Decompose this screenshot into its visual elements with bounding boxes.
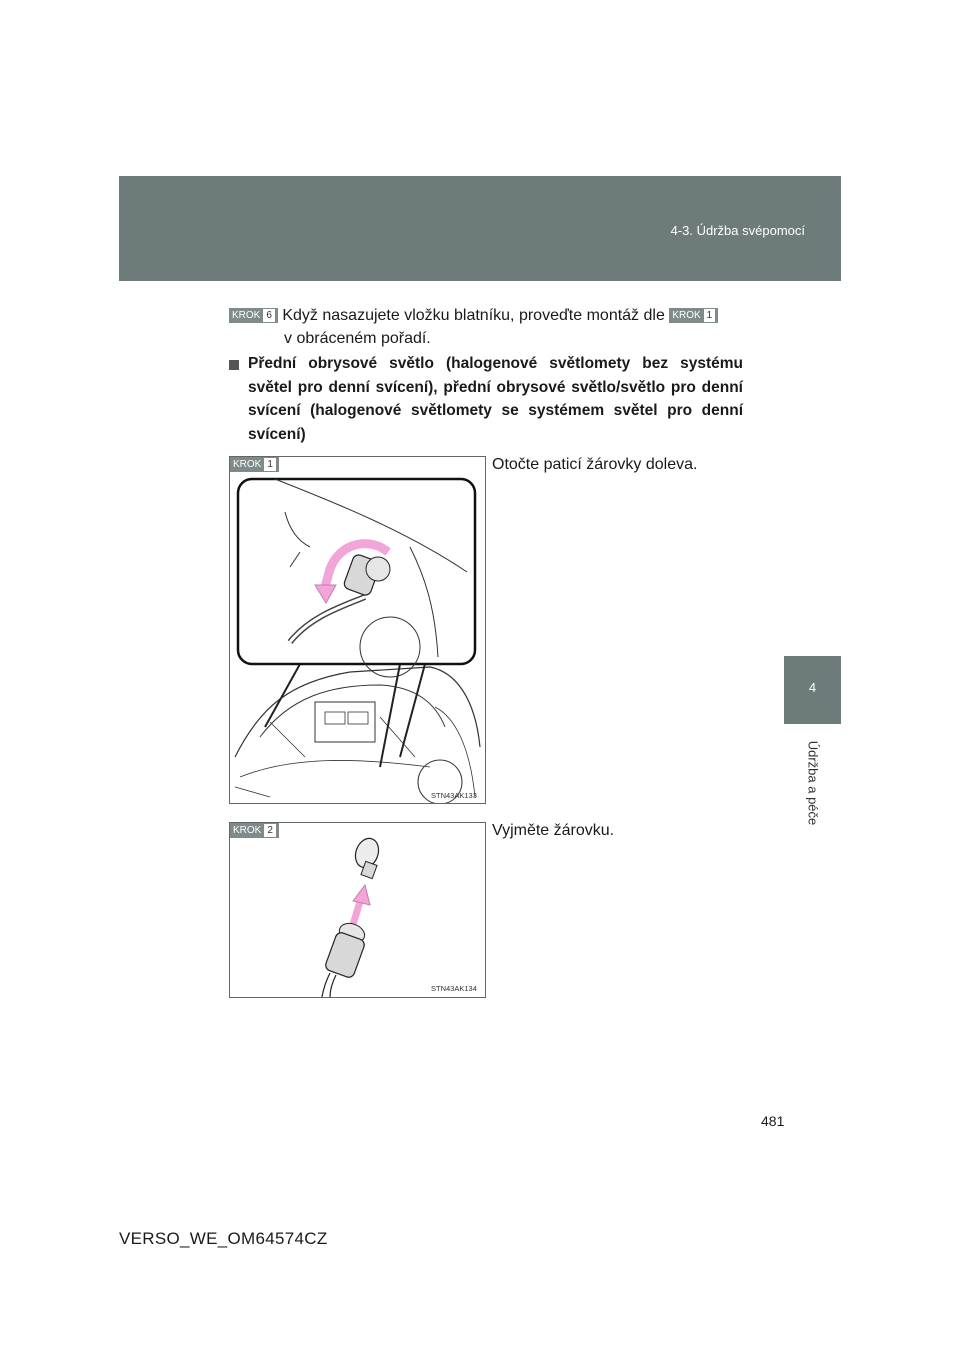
section-bullet-icon <box>229 360 239 370</box>
step-2-caption: Vyjměte žárovku. <box>492 822 615 839</box>
step-tag: KROK 2 <box>230 823 279 838</box>
figure-step-2 <box>229 822 486 998</box>
headlight-bulb-illustration <box>230 457 485 803</box>
figure-step-1 <box>229 456 486 804</box>
page-number: 481 <box>761 1113 785 1129</box>
document-code: VERSO_WE_OM64574CZ <box>119 1229 328 1248</box>
chapter-number: 4 <box>808 680 817 695</box>
header-band <box>119 176 841 281</box>
step-tag: KROK 1 <box>230 457 279 472</box>
step-1-caption: Otočte paticí žárovky doleva. <box>492 456 698 473</box>
figure-code: STN43AK133 <box>431 791 477 800</box>
section-title: 4-3. Údržba svépomocí <box>670 223 805 238</box>
bulb-removal-illustration <box>230 823 485 997</box>
intro-text-cont: v obráceném pořadí. <box>284 330 431 347</box>
chapter-label-text: Údržba a péče <box>805 740 820 826</box>
chapter-label <box>784 728 841 838</box>
figure-code: STN43AK134 <box>431 984 477 993</box>
step-tag: KROK 6 <box>229 308 278 323</box>
chapter-tab <box>784 656 841 724</box>
step-tag: KROK 1 <box>669 308 718 323</box>
intro-text: Když nasazujete vložku blatníku, proveďte montáž dle <box>282 307 665 324</box>
section-heading: Přední obrysové světlo (halogenové světlomety bez systému světel pro denní svícení), přední obrysové světlo/světlo pro denní svícení (halogenové světlomety se systémem světel pro denní svícení) <box>248 355 743 443</box>
intro-line <box>229 306 718 326</box>
